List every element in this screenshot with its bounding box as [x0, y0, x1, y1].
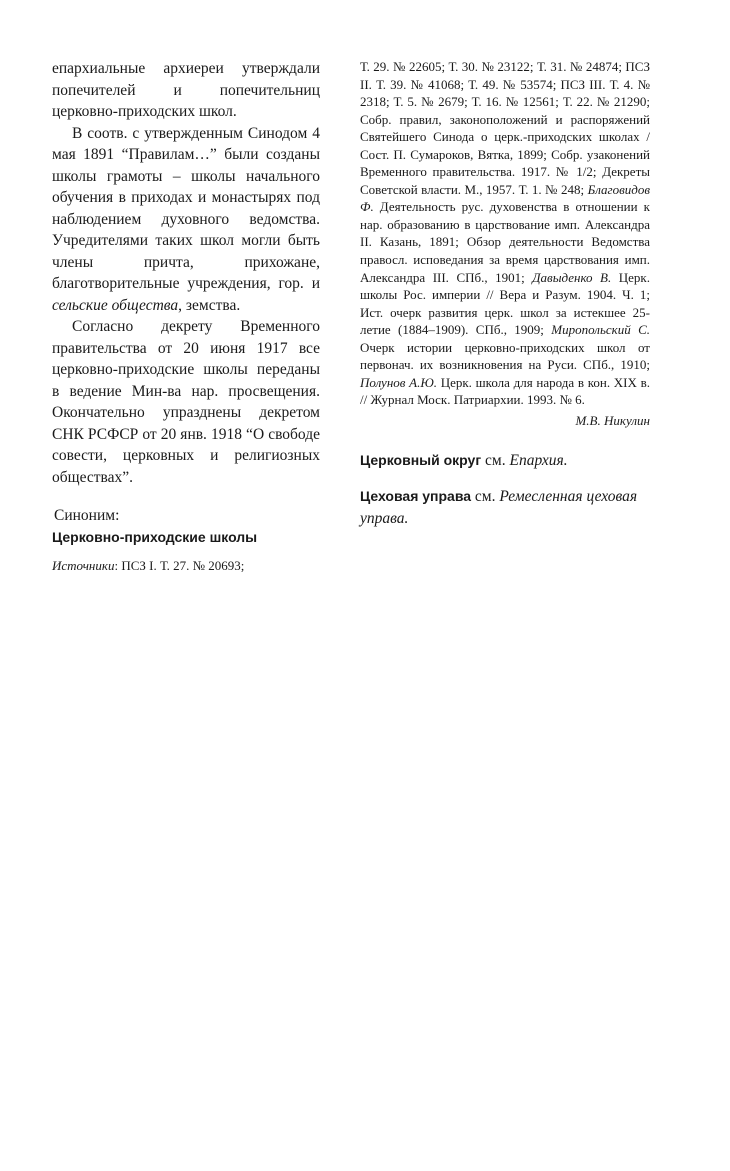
bib-entry: Деятельность рус. духовенства в отношении к нар. образованию в царствование имп. Александра II. Казань, 1891; Обзор деятельности Ведомства правосл. исповедания за время царствования имп. Александра III. СПб., 1901; [360, 199, 650, 285]
cross-reference-entry [360, 450, 650, 472]
bib-author: Миропольский С. [551, 322, 650, 338]
sources-start: : ПСЗ I. Т. 27. № 20693; [114, 558, 245, 573]
italic-term: сельские общества [52, 296, 179, 314]
bib-entry: Церк. школа для народа в кон. XIX в. // Журнал Моск. Патриархии. 1993. № 6. [360, 374, 650, 408]
paragraph-2 [52, 123, 320, 317]
sources-label: Источники [52, 558, 115, 573]
see-label: см. [471, 488, 500, 506]
left-column [52, 58, 320, 575]
synonym-block [52, 505, 320, 548]
synonym-term: Церковно-приходские школы [52, 528, 258, 545]
paragraph-3: Согласно декрету Временного правительства от 20 июня 1917 все церковно-приходские школы переданы в ведение Мин-ва нар. просвещения. Окончательно упразднены декретом СНК РСФСР от 20 янв. 1918 “О свободе совести, церковных и религиозных обществах”. [52, 318, 320, 486]
bib-entry: Т. 29. № 22605; Т. 30. № 23122; Т. 31. № 24874; ПСЗ II. Т. 39. № 41068; Т. 49. № 53574; ПСЗ III. Т. 4. № 2318; Т. 5. № 2679; Т. 16. № 12561; Т. 22. № 21290; Собр. правил, законоположений и распоряжений Святейшего Синода о церк.-приходских школах / Сост. П. Сумароков, Вятка, 1899; Собр. узаконений Временного правительства. 1917. № 1/2; Декреты Советской власти. М., 1957. Т. 1. № 248; [360, 59, 650, 197]
see-target: Ремесленная цеховая управа. [360, 488, 638, 527]
right-column [360, 58, 650, 529]
entry-term: Церковный округ [360, 451, 482, 468]
bibliography [360, 58, 650, 409]
article-author: М.В. Никулин [575, 412, 650, 428]
entry-term: Цеховая управа [360, 488, 472, 505]
synonym-label: Синоним: [54, 507, 120, 524]
see-label: см. [481, 451, 510, 469]
paragraph-2-text: В соотв. с утвержденным Синодом 4 мая 1891 “Правилам…” были созданы школы грамоты – школы начального обучения в приходах и монастырях под наблюдением духовного ведомства. Учредителями таких школ могли быть члены причта, прихожане, благотворительные учреждения, гор. и [52, 124, 320, 292]
paragraph-1: епархиальные архиереи утверждали попечителей и попечительниц церковно-приходских школ. [52, 60, 320, 120]
sources-line [52, 557, 320, 575]
bib-author: Полунов А.Ю. [360, 374, 437, 390]
bib-author: Благовидов Ф. [360, 181, 650, 215]
see-target: Епархия. [509, 451, 568, 469]
bib-author: Давыденко В. [532, 269, 612, 285]
cross-reference-entry [360, 486, 650, 529]
paragraph-2-end: , земства. [178, 296, 241, 314]
bib-entry: Церк. школы Рос. империи // Вера и Разум. 1904. Ч. 1; Ист. очерк развития церк. школ за истекшее 25-летие (1884–1909). СПб., 1909; [360, 269, 650, 338]
bib-entry: Очерк истории церковно-приходских школ от первонач. их возникновения на Руси. СПб., 1910; [360, 339, 650, 373]
